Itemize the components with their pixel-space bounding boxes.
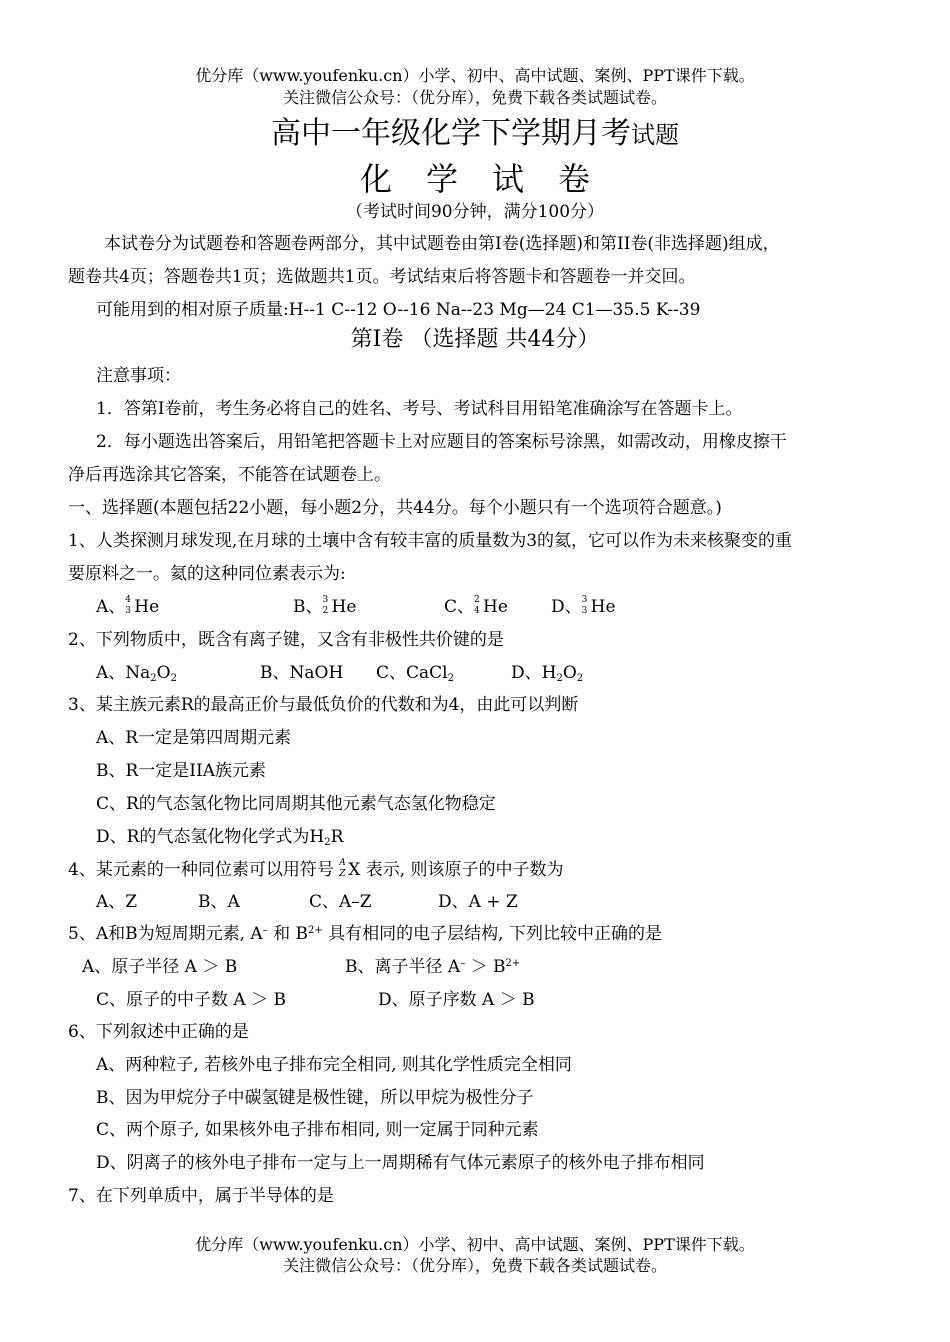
notice-item-2: 2．每小题选出答案后，用铅笔把答题卡上对应题目的答案标号涂黑，如需改动，用橡皮擦干 <box>96 432 787 452</box>
q3-option-d: D、R的气态氢化物化学式为$H_2R$ <box>96 827 344 848</box>
q5-option-a: A、原子半径 A ＞ B <box>82 957 238 977</box>
question-1-stem-cont: 要原料之一。氦的这种同位素表示为: <box>68 564 346 584</box>
q5-option-d: D、原子序数 A ＞ B <box>378 990 535 1010</box>
question-1-stem: 1、人类探测月球发现,在月球的土壤中含有较丰富的质量数为3的氦，它可以作为未来核聚变的重 <box>68 531 793 551</box>
intro-line-2: 题卷共4页；答题卷共1页；选做题共1页。考试结束后将答题卡和答题卷一并交回。 <box>68 267 696 287</box>
q4-option-a: A、Z <box>96 892 138 912</box>
q2-option-a: A、$Na_2O_2$ <box>96 663 177 684</box>
notice-item-1: 1．答第I卷前，考生务必将自己的姓名、考号、考试科目用铅笔准确涂写在答题卡上。 <box>96 399 743 419</box>
part-title: 一、选择题(本题包括22小题，每小题2分，共44分。每个小题只有一个选项符合题意。) <box>68 498 722 518</box>
q2-option-b: B、NaOH <box>260 663 344 683</box>
q1-option-a: A、 4 3 He <box>96 595 160 617</box>
q5-option-c: C、原子的中子数 A ＞ B <box>96 990 286 1010</box>
q3-option-c: C、R的气态氢化物比同周期其他元素气态氢化物稳定 <box>96 794 496 814</box>
page-subtitle: 化学试卷 <box>359 160 624 198</box>
q1-option-b: B、 3 2 He <box>293 595 357 617</box>
question-6-stem: 6、下列叙述中正确的是 <box>68 1022 249 1042</box>
footer-line-1: 优分库（www.youfenku.cn）小学、初中、高中试题、案例、PPT课件下载。 <box>195 1235 755 1254</box>
question-2-stem: 2、下列物质中，既含有离子键，又含有非极性共价键的是 <box>68 630 504 650</box>
section-title: 第I卷 （选择题 共44分） <box>350 327 600 352</box>
q2-option-c: C、CaCl$_2$ <box>376 663 454 684</box>
notice-item-2-cont: 净后再选涂其它答案，不能答在试题卷上。 <box>68 465 391 485</box>
footer-line-2: 关注微信公众号：（优分库），免费下载各类试题试卷。 <box>282 1256 667 1275</box>
question-3-stem: 3、某主族元素R的最高正价与最低负价的代数和为4，由此可以判断 <box>68 695 579 715</box>
q3-option-b: B、R一定是IIA族元素 <box>96 761 266 781</box>
atomic-masses: 可能用到的相对原子质量:H--1 C--12 O--16 Na--23 Mg—24 C1—35.5 K--39 <box>96 300 701 320</box>
q1-option-c: C、 2 4 He <box>444 595 508 617</box>
header-line-2: 关注微信公众号：（优分库），免费下载各类试题试卷。 <box>282 88 667 107</box>
q3-option-a: A、R一定是第四周期元素 <box>96 728 292 748</box>
q4-option-b: B、A <box>198 892 240 912</box>
question-5-stem: 5、A和B为短周期元素, A– 和 $B^{2+}$ 具有相同的电子层结构, 下列比较中正确的是 <box>68 924 662 944</box>
q5-option-b: B、离子半径 $A^- > B^{2+}$ <box>345 957 521 977</box>
q1-option-d: D、 3 3 He <box>551 595 616 617</box>
q4-option-c: C、A–Z <box>309 892 372 912</box>
exam-time-note: （考试时间90分钟，满分100分） <box>345 202 605 222</box>
q6-option-a: A、两种粒子, 若核外电子排布完全相同, 则其化学性质完全相同 <box>96 1055 572 1075</box>
title-suffix: 试题 <box>631 121 679 149</box>
notice-label: 注意事项： <box>96 366 181 386</box>
q6-option-b: B、因为甲烷分子中碳氢键是极性键，所以甲烷为极性分子 <box>96 1088 534 1108</box>
q2-option-d: D、$H_2O_2$ <box>511 663 584 684</box>
q6-option-c: C、两个原子, 如果核外电子排布相同, 则一定属于同种元素 <box>96 1120 539 1140</box>
q6-option-d: D、阴离子的核外电子排布一定与上一周期稀有气体元素原子的核外电子排布相同 <box>96 1153 705 1173</box>
intro-line-1: 本试卷分为试题卷和答题卷两部分，其中试题卷由第I卷(选择题)和第II卷(非选择题)组成， <box>104 234 780 254</box>
page-title <box>0 116 950 153</box>
title-main: 高中一年级化学下学期月考 <box>271 116 631 151</box>
question-4-stem: 4、某元素的一种同位素可以用符号 A Z X 表示, 则该原子的中子数为 <box>68 858 564 880</box>
header-line-1: 优分库（www.youfenku.cn）小学、初中、高中试题、案例、PPT课件下载。 <box>195 66 755 85</box>
question-7-stem: 7、在下列单质中，属于半导体的是 <box>68 1186 334 1206</box>
q4-option-d: D、A + Z <box>438 892 518 912</box>
